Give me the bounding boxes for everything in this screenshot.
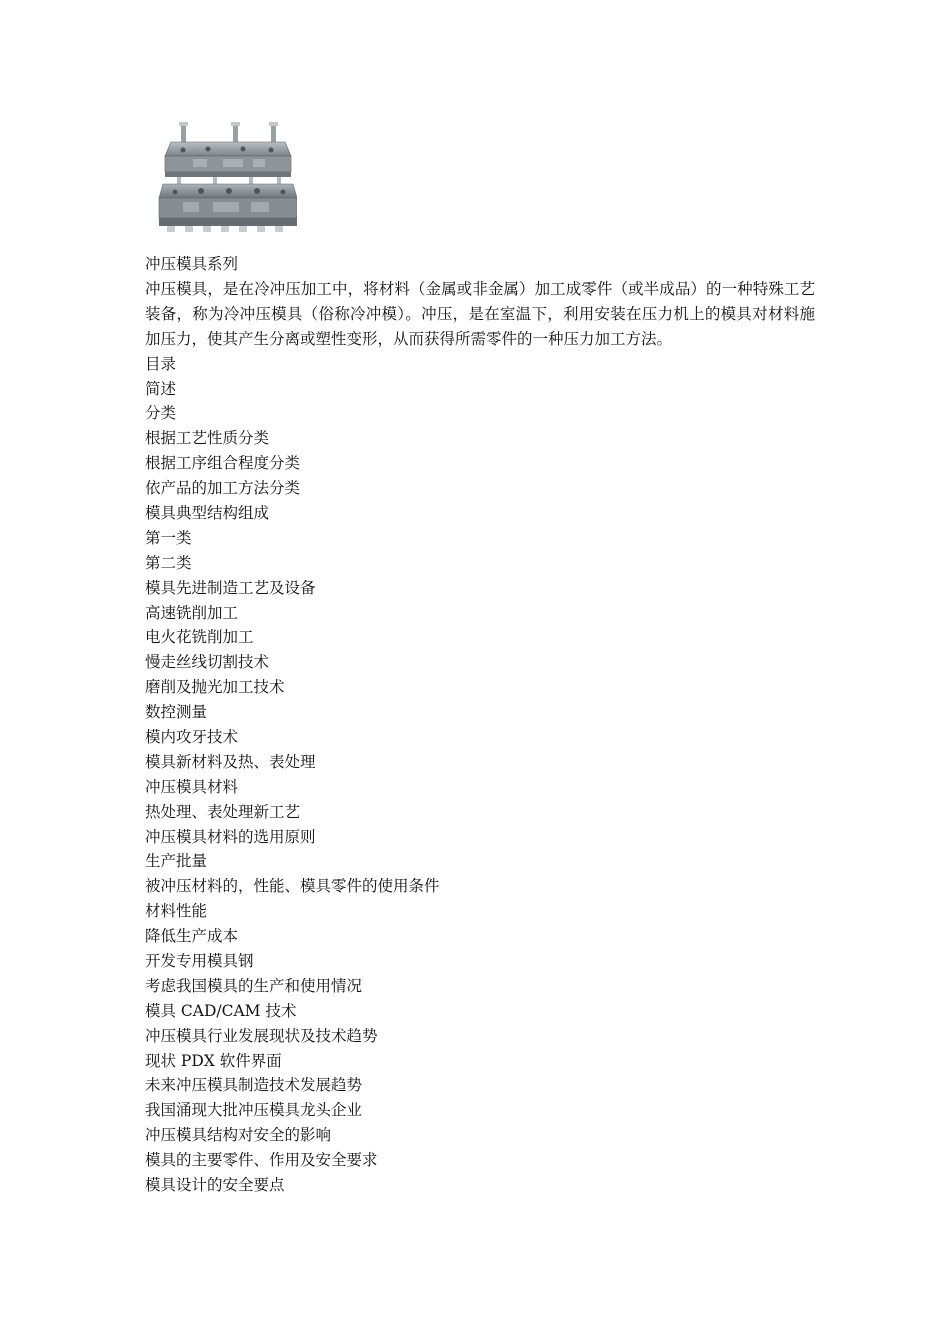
intro-paragraph: 冲压模具，是在冷冲压加工中，将材料（金属或非金属）加工成零件（或半成品）的一种特殊工艺装备，称为冷冲压模具（俗称冷冲模）。冲压，是在室温下，利用安装在压力机上的模具对材料施加压力，使其产生分离或塑性变形，从而获得所需零件的一种压力加工方法。: [145, 279, 815, 348]
stamping-die-photo: [153, 122, 297, 240]
toc-entry[interactable]: 冲压模具结构对安全的影响: [145, 1126, 332, 1145]
toc-entry[interactable]: 根据工艺性质分类: [145, 429, 270, 448]
toc-entry[interactable]: 模具典型结构组成: [145, 503, 270, 522]
toc-entry[interactable]: 考虑我国模具的生产和使用情况: [145, 976, 363, 995]
toc-entry[interactable]: 模具 CAD/CAM 技术: [145, 1001, 297, 1020]
toc-entry[interactable]: 电火花铣削加工: [145, 628, 254, 647]
toc-entry[interactable]: 材料性能: [145, 902, 208, 921]
toc-entry[interactable]: 降低生产成本: [145, 927, 239, 946]
toc-entry[interactable]: 热处理、表处理新工艺: [145, 802, 301, 821]
toc-entry[interactable]: 模具的主要零件、作用及安全要求: [145, 1151, 378, 1170]
toc-heading: 目录: [145, 354, 177, 373]
toc-entry[interactable]: 未来冲压模具制造技术发展趋势: [145, 1076, 363, 1095]
stamping-die-illustration: [153, 122, 297, 240]
document-text: [145, 252, 815, 1198]
document-title: 冲压模具系列: [145, 255, 239, 273]
toc-entry[interactable]: 根据工序组合程度分类: [145, 454, 301, 473]
toc-entry[interactable]: 模具先进制造工艺及设备: [145, 578, 316, 597]
toc-entry[interactable]: 依产品的加工方法分类: [145, 479, 301, 498]
toc-entry[interactable]: 分类: [145, 404, 177, 423]
toc-entry[interactable]: 冲压模具行业发展现状及技术趋势: [145, 1026, 378, 1045]
toc-entry[interactable]: 我国涌现大批冲压模具龙头企业: [145, 1101, 363, 1120]
toc-entry[interactable]: 冲压模具材料: [145, 777, 239, 796]
toc-entry[interactable]: 第一类: [145, 528, 192, 547]
toc-entry[interactable]: 慢走丝线切割技术: [145, 653, 270, 672]
toc-entry[interactable]: 磨削及抛光加工技术: [145, 678, 285, 697]
toc-entry[interactable]: 冲压模具材料的选用原则: [145, 827, 316, 846]
table-of-contents: [145, 352, 815, 1198]
toc-entry[interactable]: 模具设计的安全要点: [145, 1176, 285, 1194]
toc-entry[interactable]: 现状 PDX 软件界面: [145, 1051, 282, 1070]
toc-entry[interactable]: 简述: [145, 379, 177, 398]
toc-entry[interactable]: 被冲压材料的，性能、模具零件的使用条件: [145, 877, 440, 896]
toc-entry[interactable]: 模具新材料及热、表处理: [145, 752, 316, 771]
toc-entry[interactable]: 开发专用模具钢: [145, 951, 254, 970]
toc-entry[interactable]: 模内攻牙技术: [145, 727, 239, 746]
toc-entry[interactable]: 高速铣削加工: [145, 603, 239, 622]
toc-entry[interactable]: 生产批量: [145, 852, 208, 871]
toc-entry[interactable]: 数控测量: [145, 703, 208, 722]
toc-entry[interactable]: 第二类: [145, 553, 192, 572]
